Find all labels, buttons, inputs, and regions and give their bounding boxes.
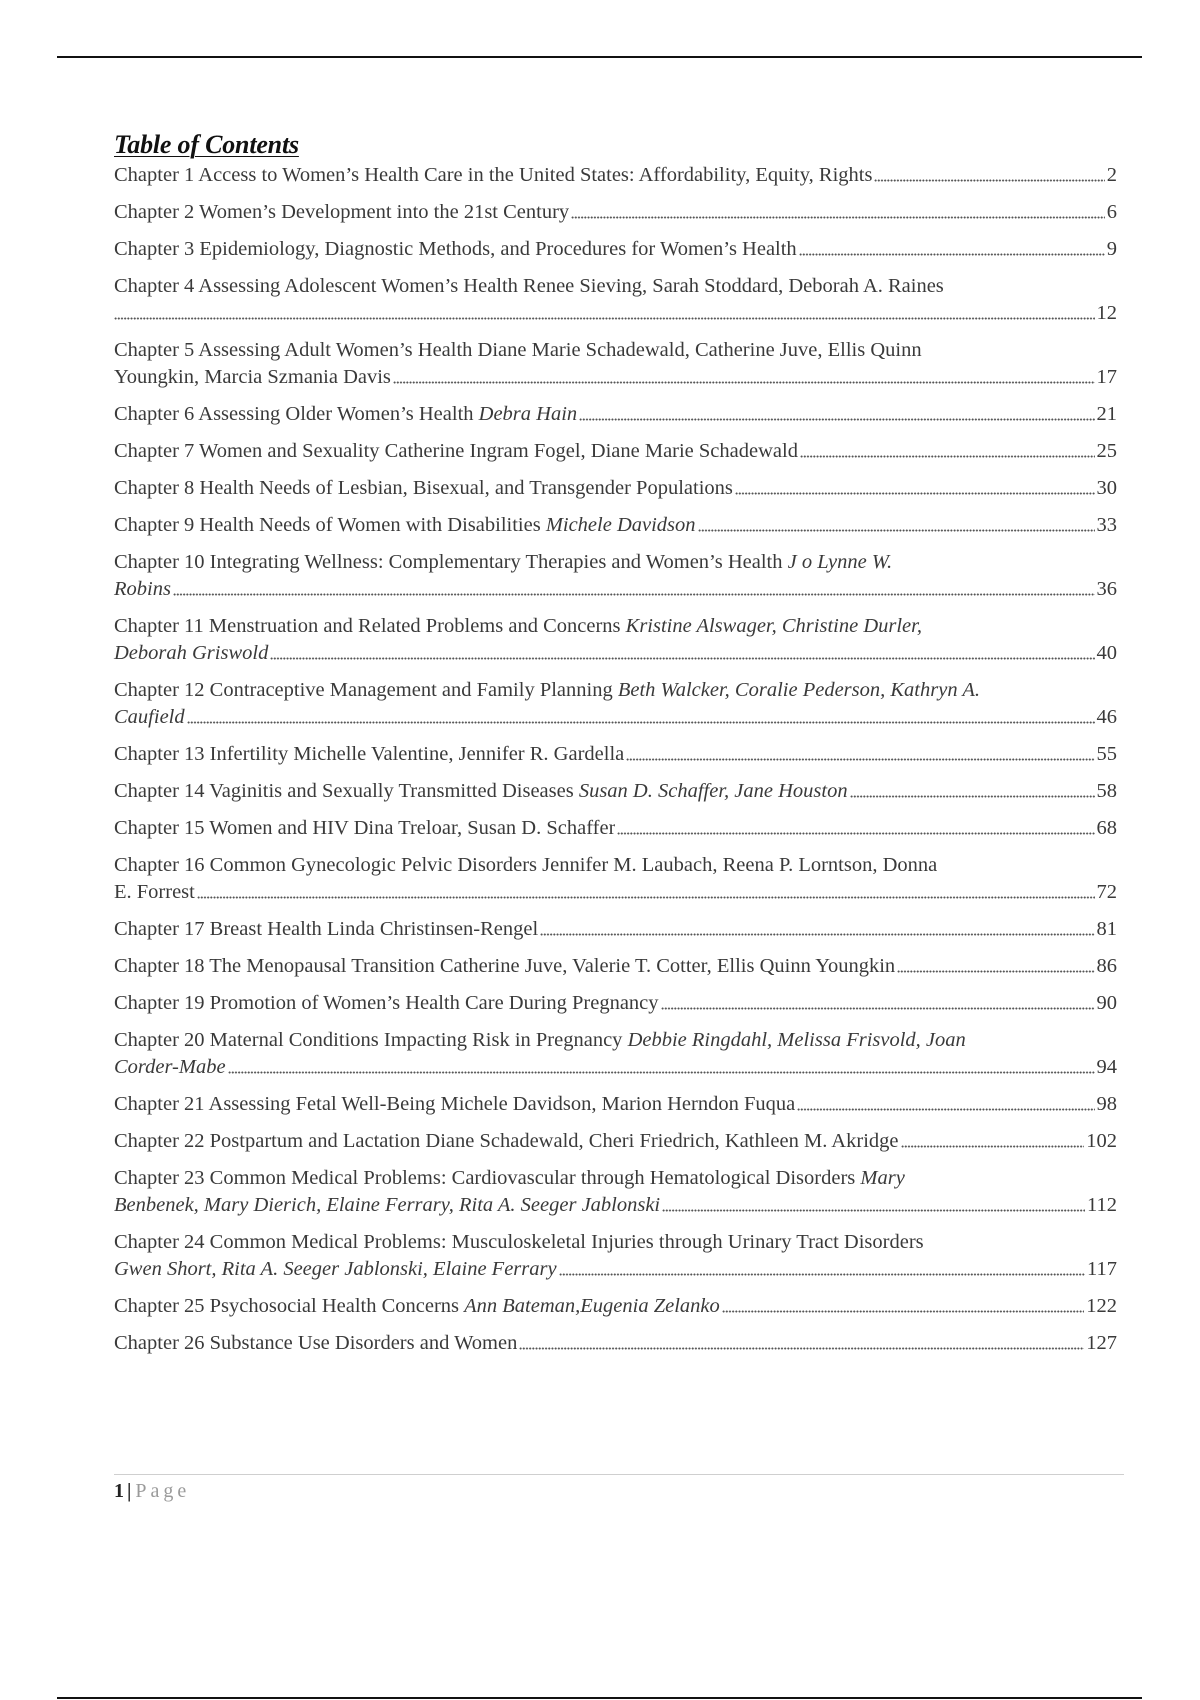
toc-entry-line2 bbox=[114, 1192, 1117, 1219]
toc-entry-author: Debbie Ringdahl, Melissa Frisvold, Joan bbox=[627, 1029, 966, 1051]
toc-entry-page: 25 bbox=[1096, 440, 1117, 462]
toc-entry-line1 bbox=[114, 1229, 1117, 1256]
toc-entry-title: Chapter 21 Assessing Fetal Well-Being Michele Davidson, Marion Herndon Fuqua bbox=[114, 1093, 796, 1115]
toc-entry-title: Chapter 9 Health Needs of Women with Disabilities bbox=[114, 514, 546, 536]
toc-entry[interactable] bbox=[114, 475, 1117, 502]
toc-entry-line2 bbox=[114, 640, 1117, 667]
toc-entry-author-cont: Corder-Mabe bbox=[114, 1056, 226, 1078]
toc-entry-line2 bbox=[114, 1054, 1117, 1081]
toc-entry-line1 bbox=[114, 677, 1117, 704]
toc-entry[interactable] bbox=[114, 273, 1117, 327]
toc-entry[interactable] bbox=[114, 613, 1117, 667]
toc-entry-text bbox=[114, 438, 798, 465]
toc-entry-title-cont: E. Forrest bbox=[114, 881, 195, 903]
toc-entry-title: Chapter 24 Common Medical Problems: Musculoskeletal Injuries through Urinary Tract Disorders bbox=[114, 1231, 924, 1253]
toc-entry-title: Chapter 11 Menstruation and Related Problems and Concerns bbox=[114, 615, 626, 637]
toc-entry-page: 21 bbox=[1096, 403, 1117, 425]
toc-entry-page: 94 bbox=[1096, 1056, 1117, 1078]
toc-entry-page: 81 bbox=[1096, 918, 1117, 940]
toc-entry-text bbox=[114, 916, 538, 943]
toc-entry-line1 bbox=[114, 549, 1117, 576]
toc-entry-page: 90 bbox=[1096, 992, 1117, 1014]
toc-entry-title: Chapter 12 Contraceptive Management and Family Planning bbox=[114, 679, 618, 701]
toc-entry-line2 bbox=[114, 576, 1117, 603]
toc-entry-line1 bbox=[114, 852, 1117, 879]
toc-entry[interactable] bbox=[114, 741, 1117, 768]
toc-entry-page: 86 bbox=[1096, 955, 1117, 977]
toc-entry-line2 bbox=[114, 704, 1117, 731]
toc-entry-leader bbox=[617, 825, 1094, 835]
toc-entry-line1 bbox=[114, 613, 1117, 640]
toc-entry-text bbox=[114, 1091, 795, 1118]
toc-entry-title: Chapter 22 Postpartum and Lactation Diane Schadewald, Cheri Friedrich, Kathleen M. Akridge bbox=[114, 1130, 899, 1152]
toc-entry-title: Chapter 2 Women’s Development into the 21st Century bbox=[114, 201, 570, 223]
toc-entry-leader bbox=[698, 522, 1095, 532]
toc-entry-text bbox=[114, 236, 797, 263]
toc-entry-page: 33 bbox=[1096, 514, 1117, 536]
toc-entry[interactable] bbox=[114, 778, 1117, 805]
toc-entry-line2 bbox=[114, 1256, 1117, 1283]
toc-entry-line1 bbox=[114, 337, 1117, 364]
toc-entry-text bbox=[114, 475, 733, 502]
toc-entry-line1 bbox=[114, 1027, 1117, 1054]
toc-entry-leader bbox=[797, 1101, 1094, 1111]
toc-entry-author-cont: Caufield bbox=[114, 706, 185, 728]
footer-page-label: Page bbox=[135, 1480, 191, 1502]
toc-entry[interactable] bbox=[114, 953, 1117, 980]
toc-entry[interactable] bbox=[114, 1091, 1117, 1118]
toc-entry-text bbox=[114, 741, 624, 768]
toc-entry-page: 68 bbox=[1096, 817, 1117, 839]
toc-entry-leader bbox=[662, 1202, 1085, 1212]
toc-entry-text bbox=[114, 778, 848, 805]
toc-entry-leader bbox=[874, 172, 1104, 182]
toc-entry[interactable] bbox=[114, 162, 1117, 189]
toc-entry-leader bbox=[173, 586, 1095, 596]
toc-entry-title: Chapter 23 Common Medical Problems: Cardiovascular through Hematological Disorders bbox=[114, 1167, 861, 1189]
toc-entry[interactable] bbox=[114, 1128, 1117, 1155]
toc-entry-title: Chapter 5 Assessing Adult Women’s Health Diane Marie Schadewald, Catherine Juve, Ellis Quinn bbox=[114, 339, 922, 361]
toc-entries bbox=[114, 162, 1117, 1357]
toc-entry-author: Michele Davidson bbox=[545, 514, 696, 536]
toc-entry-page: 6 bbox=[1106, 201, 1117, 223]
toc-entry-page: 17 bbox=[1096, 366, 1117, 388]
top-rule bbox=[57, 56, 1142, 58]
bottom-rule bbox=[57, 1697, 1142, 1699]
toc-entry-leader bbox=[187, 714, 1095, 724]
toc-entry-line1 bbox=[114, 1165, 1117, 1192]
toc-entry-title: Chapter 25 Psychosocial Health Concerns bbox=[114, 1295, 465, 1317]
toc-entry-author: Mary bbox=[860, 1167, 905, 1189]
toc-entry-title: Chapter 26 Substance Use Disorders and Women bbox=[114, 1332, 518, 1354]
toc-entry-author-cont: Robins bbox=[114, 578, 171, 600]
toc-entry-title: Chapter 16 Common Gynecologic Pelvic Disorders Jennifer M. Laubach, Reena P. Lorntson, Donna bbox=[114, 854, 938, 876]
footer-separator: | bbox=[127, 1480, 132, 1502]
toc-entry[interactable] bbox=[114, 401, 1117, 428]
toc-entry[interactable] bbox=[114, 1293, 1117, 1320]
toc-entry[interactable] bbox=[114, 438, 1117, 465]
toc-entry-title: Chapter 3 Epidemiology, Diagnostic Methods, and Procedures for Women’s Health bbox=[114, 238, 797, 260]
toc-entry-leader bbox=[579, 411, 1094, 421]
toc-entry-author: J o Lynne W. bbox=[787, 551, 893, 573]
toc-entry-title: Chapter 8 Health Needs of Lesbian, Bisexual, and Transgender Populations bbox=[114, 477, 733, 499]
toc-entry-text bbox=[114, 199, 569, 226]
toc-entry-author-cont: Benbenek, Mary Dierich, Elaine Ferrary, Rita A. Seeger Jablonski bbox=[114, 1194, 661, 1216]
toc-entry-title: Chapter 14 Vaginitis and Sexually Transmitted Diseases bbox=[114, 780, 579, 802]
toc-entry[interactable] bbox=[114, 990, 1117, 1017]
toc-entry-page: 72 bbox=[1096, 881, 1117, 903]
toc-entry-leader bbox=[559, 1266, 1085, 1276]
toc-entry-author-cont: Gwen Short, Rita A. Seeger Jablonski, Elaine Ferrary bbox=[114, 1258, 557, 1280]
toc-entry-page: 30 bbox=[1096, 477, 1117, 499]
toc-entry-leader bbox=[197, 889, 1095, 899]
toc-entry-leader bbox=[722, 1303, 1084, 1313]
toc-entry-page: 98 bbox=[1096, 1093, 1117, 1115]
toc-entry[interactable] bbox=[114, 199, 1117, 226]
toc-entry-page: 2 bbox=[1106, 164, 1117, 186]
toc-entry-text bbox=[114, 990, 659, 1017]
toc-entry[interactable] bbox=[114, 1330, 1117, 1357]
toc-entry[interactable] bbox=[114, 337, 1117, 391]
toc-entry-title: Chapter 17 Breast Health Linda Christinsen-Rengel bbox=[114, 918, 539, 940]
toc-entry-page: 58 bbox=[1096, 780, 1117, 802]
toc-entry-leader bbox=[540, 926, 1094, 936]
toc-entry[interactable] bbox=[114, 1165, 1117, 1219]
toc-entry-text bbox=[114, 512, 696, 539]
toc-entry[interactable] bbox=[114, 1027, 1117, 1081]
toc-entry-title: Chapter 4 Assessing Adolescent Women’s Health Renee Sieving, Sarah Stoddard, Deborah A. Raines bbox=[114, 275, 944, 297]
toc-entry-page: 36 bbox=[1096, 578, 1117, 600]
toc-entry-text bbox=[114, 162, 872, 189]
table-of-contents bbox=[114, 130, 1117, 1367]
page-footer bbox=[114, 1478, 190, 1504]
toc-entry-page: 46 bbox=[1096, 706, 1117, 728]
toc-entry-author: Kristine Alswager, Christine Durler, bbox=[625, 615, 922, 637]
toc-entry-title: Chapter 20 Maternal Conditions Impacting Risk in Pregnancy bbox=[114, 1029, 628, 1051]
toc-entry[interactable] bbox=[114, 1229, 1117, 1283]
footer-page-number: 1 bbox=[114, 1480, 124, 1502]
toc-entry-line2 bbox=[114, 364, 1117, 391]
toc-entry-title: Chapter 10 Integrating Wellness: Complementary Therapies and Women’s Health bbox=[114, 551, 788, 573]
toc-entry-author: Susan D. Schaffer, Jane Houston bbox=[578, 780, 848, 802]
toc-entry-text bbox=[114, 815, 615, 842]
toc-entry-leader bbox=[897, 963, 1094, 973]
toc-entry-author: Debra Hain bbox=[478, 403, 578, 425]
toc-entry-title: Chapter 1 Access to Women’s Health Care in the United States: Affordability, Equity, Rights bbox=[114, 164, 873, 186]
toc-entry-title: Chapter 18 The Menopausal Transition Catherine Juve, Valerie T. Cotter, Ellis Quinn Youngkin bbox=[114, 955, 896, 977]
toc-title: Table of Contents bbox=[114, 130, 299, 159]
toc-entry-title: Chapter 7 Women and Sexuality Catherine Ingram Fogel, Diane Marie Schadewald bbox=[114, 440, 798, 462]
toc-entry-title: Chapter 19 Promotion of Women’s Health Care During Pregnancy bbox=[114, 992, 659, 1014]
toc-entry-text bbox=[114, 401, 577, 428]
toc-entry-line2 bbox=[114, 300, 1117, 327]
toc-entry-text bbox=[114, 1330, 517, 1357]
toc-entry-page: 9 bbox=[1106, 238, 1117, 260]
toc-entry-leader bbox=[800, 448, 1095, 458]
toc-entry-page: 112 bbox=[1087, 1194, 1117, 1216]
toc-entry-page: 122 bbox=[1086, 1295, 1117, 1317]
toc-entry-page: 102 bbox=[1086, 1130, 1117, 1152]
toc-entry-line2 bbox=[114, 879, 1117, 906]
toc-entry-author: Beth Walcker, Coralie Pederson, Kathryn A. bbox=[617, 679, 980, 701]
toc-entry-text bbox=[114, 1128, 899, 1155]
toc-entry-line1 bbox=[114, 273, 1117, 300]
toc-entry[interactable] bbox=[114, 916, 1117, 943]
toc-entry-page: 55 bbox=[1096, 743, 1117, 765]
toc-entry-title: Chapter 15 Women and HIV Dina Treloar, Susan D. Schaffer bbox=[114, 817, 616, 839]
toc-entry[interactable] bbox=[114, 815, 1117, 842]
toc-entry-leader bbox=[228, 1064, 1095, 1074]
toc-entry-page: 12 bbox=[1096, 302, 1117, 324]
toc-entry-leader bbox=[571, 209, 1105, 219]
footer-rule bbox=[114, 1474, 1124, 1475]
toc-entry-leader bbox=[799, 246, 1105, 256]
toc-entry[interactable] bbox=[114, 677, 1117, 731]
toc-entry-author-cont: Deborah Griswold bbox=[114, 642, 269, 664]
toc-entry[interactable] bbox=[114, 549, 1117, 603]
toc-entry-leader bbox=[850, 788, 1095, 798]
toc-entry-leader bbox=[626, 751, 1094, 761]
toc-entry[interactable] bbox=[114, 236, 1117, 263]
toc-entry[interactable] bbox=[114, 512, 1117, 539]
toc-entry-text bbox=[114, 1293, 720, 1320]
toc-entry-page: 127 bbox=[1086, 1332, 1117, 1354]
toc-entry-leader bbox=[114, 310, 1095, 320]
toc-entry-title: Chapter 6 Assessing Older Women’s Health bbox=[114, 403, 479, 425]
toc-entry-author: Ann Bateman,Eugenia Zelanko bbox=[464, 1295, 720, 1317]
toc-entry-leader bbox=[519, 1340, 1084, 1350]
toc-entry-page: 40 bbox=[1096, 642, 1117, 664]
toc-entry-leader bbox=[735, 485, 1095, 495]
toc-entry-text bbox=[114, 953, 895, 980]
toc-entry[interactable] bbox=[114, 852, 1117, 906]
toc-entry-leader bbox=[901, 1138, 1085, 1148]
toc-entry-leader bbox=[661, 1000, 1095, 1010]
toc-entry-leader bbox=[270, 650, 1094, 660]
toc-entry-leader bbox=[393, 374, 1095, 384]
toc-entry-title-cont: Youngkin, Marcia Szmania Davis bbox=[114, 366, 391, 388]
toc-entry-page: 117 bbox=[1087, 1258, 1117, 1280]
toc-entry-title: Chapter 13 Infertility Michelle Valentine, Jennifer R. Gardella bbox=[114, 743, 625, 765]
